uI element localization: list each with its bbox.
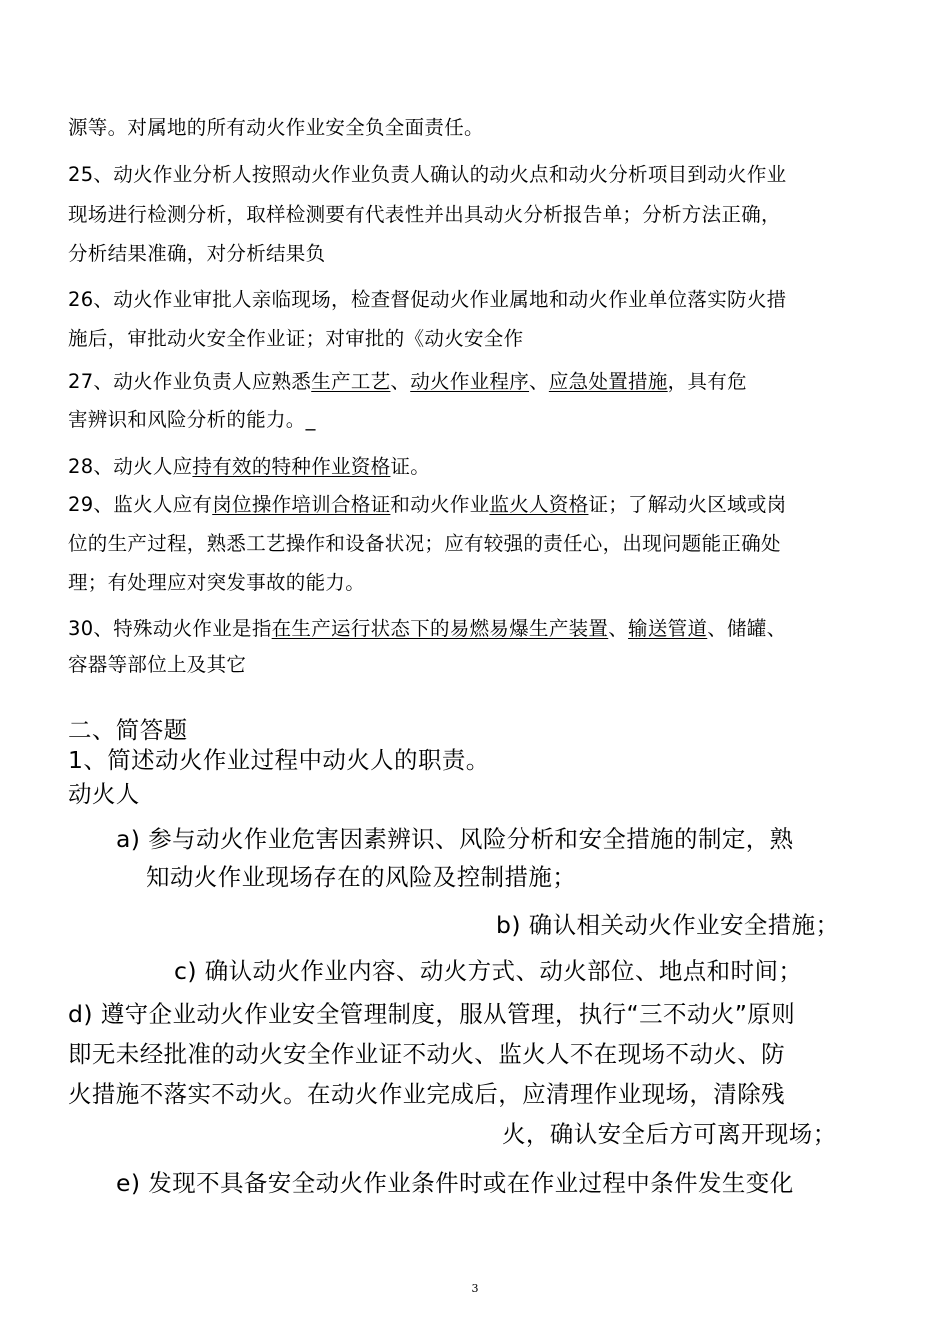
- text-segment: 29、监火人应有: [68, 493, 213, 516]
- text-segment: 、储罐、: [707, 617, 787, 640]
- item-30-line-1: [68, 613, 786, 641]
- underlined-answer: 岗位操作培训合格证: [212, 493, 391, 516]
- item-27-line-2: 害辨识和风险分析的能力。_: [68, 408, 316, 431]
- item-25-line-1: 25、动火作业分析人按照动火作业负责人确认的动火点和动火分析项目到动火作业: [68, 163, 787, 186]
- item-29-line-2: 位的生产过程，熟悉工艺操作和设备状况；应有较强的责任心，出现问题能正确处: [68, 532, 781, 555]
- underlined-answer: 动火作业程序: [410, 370, 530, 393]
- text-segment: 和动火作业: [390, 493, 490, 516]
- text-segment: ，具有危: [667, 370, 747, 393]
- item-26-line-1: 26、动火作业审批人亲临现场，检查督促动火作业属地和动火作业单位落实防火措: [68, 288, 787, 311]
- item-28-line-1: [68, 451, 430, 479]
- underlined-answer: 监火人资格: [489, 493, 589, 516]
- answer-b: b) 确认相关动火作业安全措施；: [496, 911, 840, 939]
- question-1: 1、简述动火作业过程中动火人的职责。: [68, 746, 490, 774]
- text-segment: 30、特殊动火作业是指: [68, 617, 272, 640]
- text-segment: 、: [390, 370, 411, 393]
- underlined-answer: 应急处置措施: [548, 370, 668, 393]
- underlined-answer: 持有效的特种作业资格: [192, 455, 391, 478]
- item-27-line-1: [68, 366, 747, 394]
- answer-a-line-2: 知动火作业现场存在的风险及控制措施；: [146, 863, 577, 891]
- item-25-line-2: 现场进行检测分析，取样检测要有代表性并出具动火分析报告单；分析方法正确，: [68, 203, 781, 226]
- text-line: 源等。对属地的所有动火作业安全负全面责任。: [68, 116, 484, 139]
- answer-d-line-2: 即无未经批准的动火安全作业证不动火、监火人不在现场不动火、防: [68, 1040, 785, 1068]
- answer-d-line-1: d) 遵守企业动火作业安全管理制度，服从管理，执行“三不动火”原则: [68, 1000, 796, 1028]
- answer-d-line-3: 火措施不落实不动火。在动火作业完成后，应清理作业现场，清除残: [68, 1080, 785, 1108]
- item-25-line-3: 分析结果准确，对分析结果负: [68, 242, 326, 265]
- item-29-line-3: 理；有处理应对突发事故的能力。: [68, 571, 366, 594]
- item-26-line-2: 施后，审批动火安全作业证；对审批的《动火安全作: [68, 327, 524, 350]
- answer-a-line-1: a) 参与动火作业危害因素辨识、风险分析和安全措施的制定，熟: [116, 825, 794, 853]
- item-29-line-1: [68, 489, 786, 517]
- text-segment: 证；了解动火区域或岗: [588, 493, 787, 516]
- text-segment: 、: [608, 617, 629, 640]
- role-heading: 动火人: [68, 780, 140, 808]
- answer-e-line-1: e) 发现不具备安全动火作业条件时或在作业过程中条件发生变化: [116, 1169, 794, 1197]
- answer-c: c) 确认动火作业内容、动火方式、动火部位、地点和时间；: [174, 957, 803, 985]
- item-30-line-2: 容器等部位上及其它: [68, 653, 247, 676]
- text-segment: 证。: [390, 455, 431, 478]
- underlined-answer: 生产工艺: [311, 370, 391, 393]
- section-title: 二、简答题: [68, 716, 188, 744]
- answer-d-line-4: 火，确认安全后方可离开现场；: [502, 1120, 837, 1148]
- text-segment: 28、动火人应: [68, 455, 193, 478]
- text-segment: 27、动火作业负责人应熟悉: [68, 370, 312, 393]
- page-number: 3: [471, 1282, 479, 1295]
- text-segment: 、: [529, 370, 549, 393]
- underlined-answer: 在生产运行状态下的易燃易爆生产装置: [271, 617, 609, 640]
- underlined-answer: 输送管道: [628, 617, 708, 640]
